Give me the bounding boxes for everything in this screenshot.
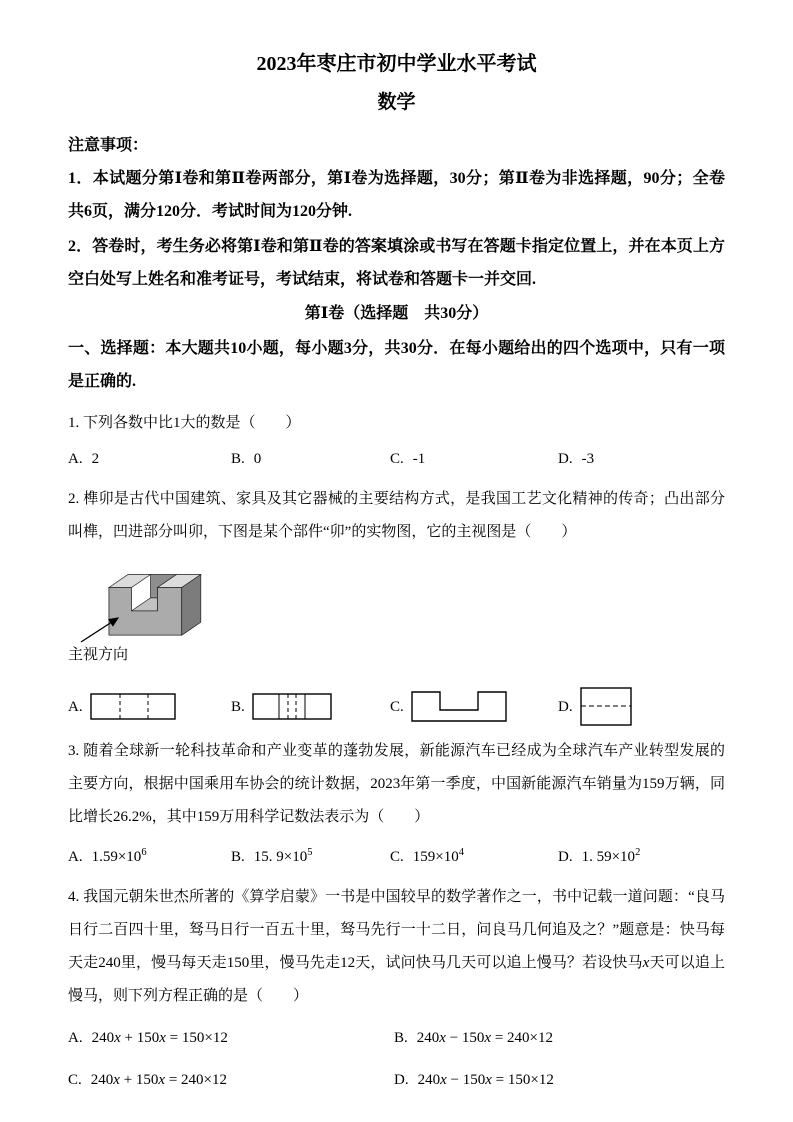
q1-option-c-label: C. xyxy=(390,451,404,467)
view-direction-arrow-icon xyxy=(76,611,128,647)
q3-option-c xyxy=(390,838,558,872)
q3-option-a-exponent: 6 xyxy=(141,847,147,858)
q4-option-c-var-1: x xyxy=(113,1072,120,1088)
notice-heading: 注意事项： xyxy=(68,137,149,154)
view-direction-label: 主视方向 xyxy=(68,647,129,663)
question-2-figure xyxy=(68,557,725,675)
question-2-text: 2. 榫卯是古代中国建筑、家具及其它器械的主要结构方式，是我国工艺文化精神的传奇；凸出部分叫榫，凹进部分叫卯，下图是某个部件“卯”的实物图，它的主视图是（ ） xyxy=(68,491,725,540)
q1-option-d-value: -3 xyxy=(581,451,595,467)
q3-option-d-exponent: 2 xyxy=(635,847,641,858)
q2-option-c xyxy=(390,687,558,726)
question-4-options-row-1 xyxy=(68,1021,725,1055)
q4-text-after-variable: 天可以追上慢马，则下列方程正确的是（ ） xyxy=(68,955,725,1004)
q1-option-b xyxy=(231,444,390,474)
q3-option-a-value: 1.59×10 xyxy=(91,849,142,865)
q3-option-a-label: A. xyxy=(68,849,83,865)
q4-option-d-term-3: = 150×12 xyxy=(491,1072,554,1088)
q4-option-c-term-3: = 240×12 xyxy=(165,1072,227,1088)
q4-option-a-term-3: = 150×12 xyxy=(165,1030,228,1046)
question-1-text: 1. 下列各数中比1大的数是（ ） xyxy=(68,415,301,431)
q1-option-c xyxy=(390,444,558,474)
q4-option-d-label: D. xyxy=(394,1072,409,1088)
q2-option-a-label: A. xyxy=(68,698,83,715)
q4-option-a-term-2: + 150 xyxy=(120,1030,160,1046)
question-3-options xyxy=(68,838,725,872)
q1-option-d xyxy=(558,444,725,474)
q3-option-b-exponent: 5 xyxy=(307,847,313,858)
q4-option-c-var-2: x xyxy=(158,1072,166,1088)
q4-option-b-var-1: x xyxy=(439,1030,446,1046)
q4-option-d xyxy=(394,1063,725,1097)
question-2-options xyxy=(68,687,725,726)
q2-option-d-view-icon xyxy=(580,687,632,726)
q4-option-a-var-1: x xyxy=(114,1030,121,1046)
q2-option-c-label: C. xyxy=(390,698,404,715)
subject-title: 数学 xyxy=(377,92,416,113)
q4-option-b-term-2: − 150 xyxy=(445,1030,485,1046)
q2-option-b-view-icon xyxy=(252,693,332,720)
q4-option-d-var-1: x xyxy=(440,1072,447,1088)
q4-option-d-var-2: x xyxy=(485,1072,492,1088)
q4-variable-x: x xyxy=(642,955,650,971)
q4-option-b-label: B. xyxy=(394,1030,408,1046)
q1-option-d-label: D. xyxy=(558,451,573,467)
q2-option-a xyxy=(68,687,231,726)
q4-option-b xyxy=(394,1021,725,1055)
q3-option-b xyxy=(231,838,390,872)
q3-option-a xyxy=(68,838,231,872)
question-4-options-row-2 xyxy=(68,1063,725,1097)
q1-option-b-label: B. xyxy=(231,451,245,467)
question-3-text: 3. 随着全球新一轮科技革命和产业变革的蓬勃发展，新能源汽车已经成为全球汽车产业转型发展的主要方向，根据中国乘用车协会的统计数据，2023年第一季度，中国新能源汽车销量为159万辆，同比增长26.2%，其中159万用科学记数法表示为（ ） xyxy=(68,743,725,825)
q3-option-d-value: 1. 59×10 xyxy=(581,849,636,865)
q4-option-c xyxy=(68,1063,394,1097)
q3-option-c-exponent: 4 xyxy=(458,847,464,858)
q4-option-b-var-2: x xyxy=(484,1030,492,1046)
q4-option-c-term-1: 240 xyxy=(90,1072,114,1088)
q4-option-d-term-1: 240 xyxy=(417,1072,441,1088)
notice-item-2: 2．答卷时，考生务必将第Ⅰ卷和第Ⅱ卷的答案填涂或书写在答题卡指定位置上，并在本页上方空白处写上姓名和准考证号，考试结束，将试卷和答题卡一并交回. xyxy=(68,238,725,288)
section-directions: 一、选择题：本大题共10小题，每小题3分，共30分．在每小题给出的四个选项中，只有一项是正确的. xyxy=(68,340,725,390)
q4-option-b-term-3: = 240×12 xyxy=(491,1030,553,1046)
q4-option-a-var-2: x xyxy=(159,1030,166,1046)
q3-option-b-value: 15. 9×10 xyxy=(253,849,308,865)
q2-option-b-label: B. xyxy=(231,698,245,715)
q1-option-a-value: 2 xyxy=(91,451,100,467)
section-title: 第Ⅰ卷（选择题 共30分） xyxy=(304,305,489,322)
q1-option-a-label: A. xyxy=(68,451,83,467)
question-1-options xyxy=(68,444,725,474)
q3-option-c-value: 159×10 xyxy=(412,849,459,865)
q4-option-a xyxy=(68,1021,394,1055)
page-title: 2023年枣庄市初中学业水平考试 xyxy=(256,53,537,75)
q4-option-b-term-1: 240 xyxy=(416,1030,440,1046)
q1-option-b-value: 0 xyxy=(253,451,262,467)
q4-option-a-term-1: 240 xyxy=(91,1030,115,1046)
notice-item-1: 1．本试题分第Ⅰ卷和第Ⅱ卷两部分，第Ⅰ卷为选择题，30分；第Ⅱ卷为非选择题，90分；全卷共6页，满分120分．考试时间为120分钟. xyxy=(68,170,725,220)
q4-option-d-term-2: − 150 xyxy=(446,1072,486,1088)
q4-option-c-term-2: + 150 xyxy=(119,1072,159,1088)
q3-option-d-label: D. xyxy=(558,849,573,865)
q2-option-a-view-icon xyxy=(90,693,176,720)
q3-option-d xyxy=(558,838,725,872)
q1-option-c-value: -1 xyxy=(412,451,426,467)
q2-option-d xyxy=(558,687,725,726)
q4-text-before-variable: 4. 我国元朝朱世杰所著的《算学启蒙》一书是中国较早的数学著作之一，书中记载一道问题：“良马日行二百四十里，驽马日行一百五十里，驽马先行一十二日，问良马几何追及之？”题意是：快马每天走240里，慢马每天走150里，慢马先走12天，试问快马几天可以追上慢马？若设快马 xyxy=(68,889,725,971)
question-4-text xyxy=(68,881,725,1013)
q2-option-c-view-icon xyxy=(411,691,507,722)
q2-option-b xyxy=(231,687,390,726)
q3-option-b-label: B. xyxy=(231,849,245,865)
q4-option-c-label: C. xyxy=(68,1072,82,1088)
q3-option-c-label: C. xyxy=(390,849,404,865)
q4-option-a-label: A. xyxy=(68,1030,83,1046)
q1-option-a xyxy=(68,444,231,474)
q2-option-d-label: D. xyxy=(558,698,573,715)
